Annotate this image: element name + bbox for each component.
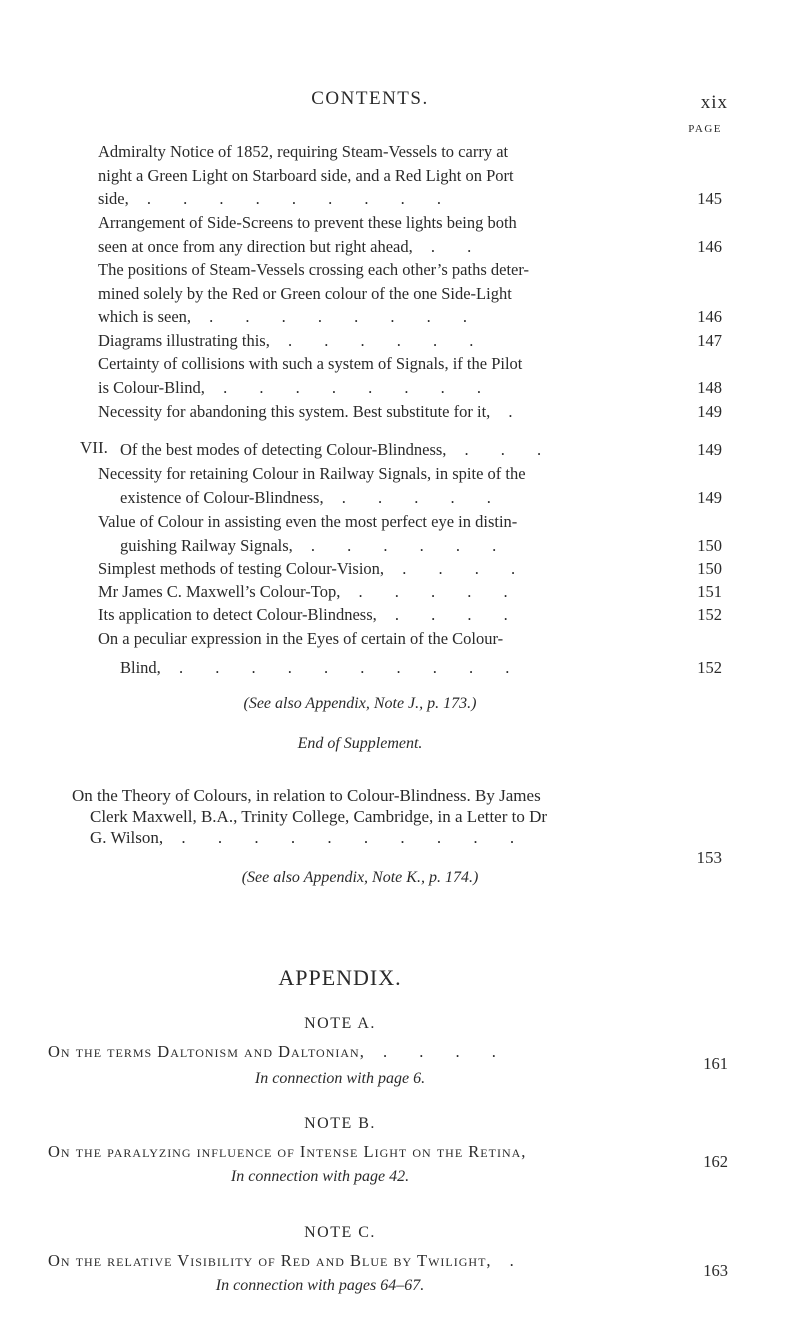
leader-dots: . . . . . . . . . bbox=[128, 189, 455, 208]
toc-entry-page: 153 bbox=[696, 848, 722, 867]
toc-entry bbox=[98, 580, 722, 604]
leader-dots: . . . . . bbox=[323, 487, 505, 507]
toc-entry bbox=[98, 603, 722, 627]
toc-entry bbox=[98, 557, 722, 581]
appendix-note-connection: In connection with page 42. bbox=[230, 1168, 410, 1185]
appendix-note-page: 161 bbox=[703, 1054, 728, 1073]
toc-entry-page: 147 bbox=[697, 331, 722, 350]
leader-dots: . . . . . . . . . . bbox=[160, 657, 524, 677]
leader-dots: . . . . bbox=[376, 605, 522, 624]
appendix-note-page: 163 bbox=[703, 1261, 728, 1280]
leader-dots: . . . . . . . . . . bbox=[163, 828, 529, 847]
appendix-note-page: 162 bbox=[703, 1152, 728, 1171]
toc-entry-page: 150 bbox=[697, 535, 722, 555]
toc-entry-text: On the Theory of Colours, in relation to Colour-Blindness. By James bbox=[72, 786, 541, 805]
note-label: NOTE C. bbox=[304, 1224, 376, 1241]
toc-entry bbox=[98, 510, 722, 557]
leader-dots: . . . . . . . . bbox=[191, 307, 482, 326]
appendix-note-connection: In connection with page 6. bbox=[254, 1070, 426, 1087]
toc-entry-continuation: side, bbox=[98, 189, 129, 208]
appendix-note-title: On the relative Visibility of Red and Blue by Twilight, bbox=[48, 1251, 492, 1270]
leader-dots: . . . . . . bbox=[292, 535, 511, 555]
end-of-supplement: End of Supplement. bbox=[297, 735, 423, 752]
note-label: NOTE B. bbox=[304, 1115, 376, 1132]
leader-dots: . . bbox=[412, 236, 486, 256]
toc-entry-page: 152 bbox=[697, 605, 722, 624]
leader-dots: . bbox=[490, 402, 527, 421]
toc-entry-page: 148 bbox=[697, 377, 722, 397]
leader-dots: . . . . . . . . bbox=[204, 377, 495, 397]
toc-entry-text: The positions of Steam-Vessels crossing each other’s paths deter- bbox=[98, 260, 530, 279]
toc-entry bbox=[120, 438, 722, 462]
toc-entry-page: 149 bbox=[697, 440, 722, 459]
toc-entry-page: 149 bbox=[697, 487, 722, 507]
leader-dots: . bbox=[491, 1251, 528, 1270]
running-title: CONTENTS. bbox=[311, 88, 429, 109]
leader-dots: . . . . bbox=[364, 1042, 510, 1061]
see-also-note: (See also Appendix, Note J., p. 173.) bbox=[243, 695, 477, 712]
note-label: NOTE A. bbox=[304, 1015, 376, 1032]
toc-entry-continuation: existence of Colour-Blindness, bbox=[120, 487, 324, 507]
appendix-note-entry bbox=[48, 1140, 728, 1171]
toc-entry-text: Diagrams illustrating this, bbox=[98, 331, 270, 350]
toc-entry bbox=[98, 140, 722, 211]
toc-entry bbox=[98, 400, 722, 424]
toc-entry bbox=[98, 258, 722, 329]
appendix-heading: APPENDIX. bbox=[278, 965, 402, 990]
toc-entry-text: On a peculiar expression in the Eyes of certain of the Colour- bbox=[98, 629, 504, 648]
toc-entry-continuation: Blind, bbox=[120, 657, 161, 677]
toc-entry-text: Value of Colour in assisting even the most perfect eye in distin- bbox=[98, 512, 518, 531]
toc-entry-page: 146 bbox=[697, 236, 722, 256]
toc-entry-text: Certainty of collisions with such a system of Signals, if the Pilot bbox=[98, 354, 523, 373]
toc-entry-page: 149 bbox=[697, 402, 722, 421]
leader-dots: . . . . bbox=[384, 559, 530, 578]
toc-entry-text: Necessity for retaining Colour in Railway Signals, in spite of the bbox=[98, 464, 526, 483]
toc-entry-text: Simplest methods of testing Colour-Vision, bbox=[98, 559, 385, 578]
page-column-label: PAGE bbox=[688, 123, 722, 135]
toc-entry-continuation: Clerk Maxwell, B.A., Trinity College, Cambridge, in a Letter to Dr bbox=[90, 807, 548, 826]
toc-entry-page: 145 bbox=[697, 189, 722, 208]
toc-entry bbox=[98, 329, 722, 353]
appendix-note-entry bbox=[48, 1249, 728, 1280]
toc-entry-page: 152 bbox=[697, 657, 722, 677]
leader-dots: . . . bbox=[446, 440, 556, 459]
page-number: xix bbox=[700, 92, 728, 113]
appendix-note-title: On the terms Daltonism and Daltonian, bbox=[48, 1042, 365, 1061]
toc-entry bbox=[98, 352, 722, 399]
appendix-note-title: On the paralyzing influence of Intense Light on the Retina, bbox=[48, 1142, 527, 1161]
toc-entry-continuation: night a Green Light on Starboard side, and a Red Light on Port bbox=[98, 165, 514, 185]
toc-entry-text: Admiralty Notice of 1852, requiring Steam-Vessels to carry at bbox=[98, 142, 509, 161]
see-also-note: (See also Appendix, Note K., p. 174.) bbox=[241, 869, 479, 886]
toc-entry-text: Its application to detect Colour-Blindness, bbox=[98, 605, 377, 624]
toc-entry-continuation: mined solely by the Red or Green colour of the one Side-Light bbox=[98, 283, 512, 303]
toc-entry-theory bbox=[72, 785, 722, 867]
toc-entry-continuation: guishing Railway Signals, bbox=[120, 535, 293, 555]
toc-entry bbox=[98, 627, 722, 679]
leader-dots: . . . . . . bbox=[269, 331, 488, 350]
toc-entry-page: 150 bbox=[697, 559, 722, 578]
toc-entry-continuation: is Colour-Blind, bbox=[98, 377, 205, 397]
toc-entry bbox=[98, 462, 722, 509]
toc-entry-text: Of the best modes of detecting Colour-Blindness, bbox=[120, 440, 447, 459]
section-numeral: VII. bbox=[80, 438, 108, 457]
toc-entry-continuation: which is seen, bbox=[98, 307, 192, 326]
toc-entry-continuation: seen at once from any direction but right ahead, bbox=[98, 236, 413, 256]
toc-entry-text: Arrangement of Side-Screens to prevent these lights being both bbox=[98, 213, 517, 232]
leader-dots: . . . . . bbox=[340, 582, 522, 601]
toc-entry-page: 151 bbox=[697, 582, 722, 601]
toc-entry bbox=[98, 211, 722, 258]
toc-entry-continuation: G. Wilson, bbox=[90, 828, 164, 847]
toc-entry-page: 146 bbox=[697, 307, 722, 326]
toc-entry-text: Mr James C. Maxwell’s Colour-Top, bbox=[98, 582, 341, 601]
appendix-note-connection: In connection with pages 64–67. bbox=[215, 1277, 425, 1294]
toc-entry-text: Necessity for abandoning this system. Best substitute for it, bbox=[98, 402, 491, 421]
appendix-note-entry bbox=[48, 1040, 728, 1073]
